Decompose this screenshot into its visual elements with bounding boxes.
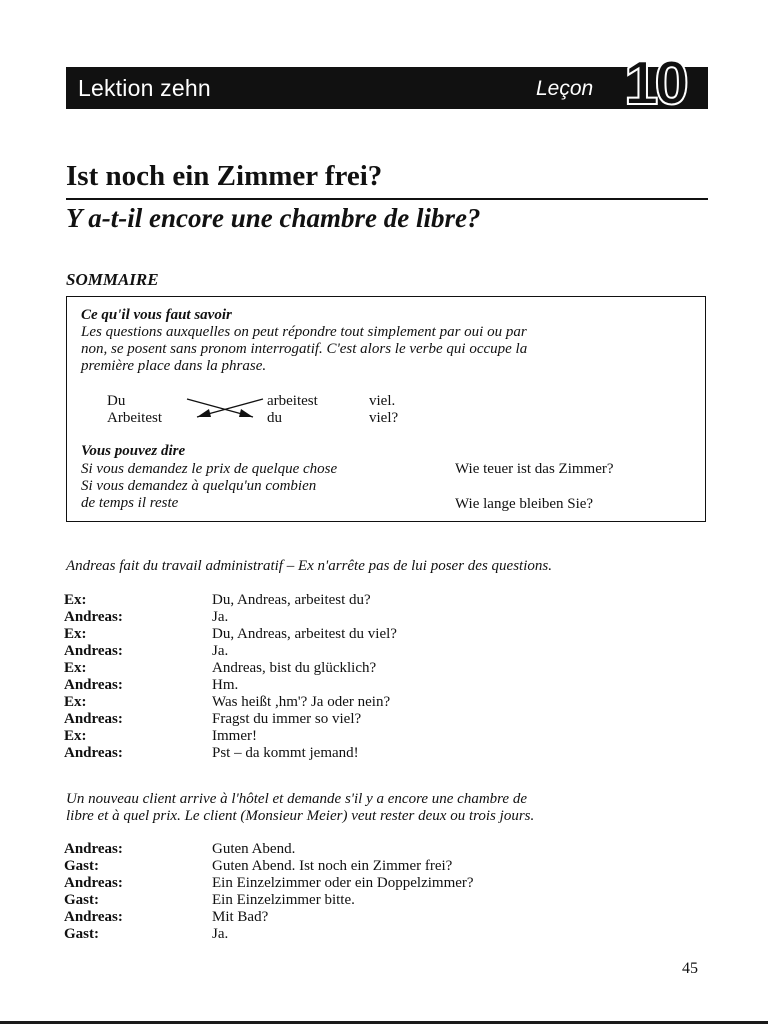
diagram-word-du-q: du	[267, 410, 282, 426]
lesson-number: 10	[624, 49, 685, 118]
header-german-label: Lektion zehn	[78, 75, 211, 101]
speaker: Ex:	[64, 660, 87, 676]
speaker: Andreas:	[64, 841, 123, 857]
diagram-word-viel-q: viel?	[369, 410, 399, 426]
speaker: Andreas:	[64, 643, 123, 659]
dialog-line: Hm.	[212, 677, 239, 693]
example-fr-duration: Si vous demandez à quelqu'un combien	[81, 478, 317, 494]
dialog-line: Pst – da kommt jemand!	[212, 745, 359, 761]
speaker: Gast:	[64, 926, 99, 942]
lesson-header-bar	[66, 49, 708, 118]
speaker: Ex:	[64, 626, 87, 642]
dialog-line: Du, Andreas, arbeitest du?	[212, 592, 371, 608]
dialog-line: Fragst du immer so viel?	[212, 711, 362, 727]
diagram-word-viel: viel.	[369, 393, 396, 409]
example-de-price: Wie teuer ist das Zimmer?	[455, 461, 614, 477]
dialog-line: Du, Andreas, arbeitest du viel?	[212, 626, 397, 642]
dialog-line: Guten Abend.	[212, 841, 296, 857]
page-title-german: Ist noch ein Zimmer frei?	[66, 160, 383, 192]
header-french-label: Leçon	[536, 77, 594, 100]
dialog-line: Ein Einzelzimmer oder ein Doppelzimmer?	[212, 875, 474, 891]
narrative-intro-1: Andreas fait du travail administratif – Ex n'arrête pas de lui poser des questions.	[66, 558, 552, 574]
diagram-word-arbeitest: arbeitest	[267, 393, 318, 409]
summary-subhead-know: Ce qu'il vous faut savoir	[81, 307, 232, 323]
dialog-line: Mit Bad?	[212, 909, 269, 925]
title-divider	[66, 198, 708, 200]
section-heading-sommaire: SOMMAIRE	[66, 270, 159, 289]
summary-text-line: non, se posent sans pronom interrogatif. C'est alors le verbe qui occupe la	[81, 341, 528, 357]
dialog-line: Immer!	[212, 728, 257, 744]
speaker: Andreas:	[64, 711, 123, 727]
example-de-duration: Wie lange bleiben Sie?	[455, 496, 594, 512]
summary-text-line: première place dans la phrase.	[81, 358, 267, 374]
dialog-line: Guten Abend. Ist noch ein Zimmer frei?	[212, 858, 453, 874]
speaker: Ex:	[64, 728, 87, 744]
narrative-intro-2-line: Un nouveau client arrive à l'hôtel et demande s'il y a encore une chambre de	[66, 791, 528, 807]
speaker: Andreas:	[64, 745, 123, 761]
speaker: Andreas:	[64, 875, 123, 891]
page-number: 45	[682, 960, 698, 977]
speaker: Andreas:	[64, 609, 123, 625]
dialog-line: Ja.	[212, 643, 229, 659]
narrative-intro-2-line: libre et à quel prix. Le client (Monsieur Meier) veut rester deux ou trois jours.	[66, 808, 535, 824]
dialog-line: Was heißt ,hm'? Ja oder nein?	[212, 694, 391, 710]
example-fr-price: Si vous demandez le prix de quelque chose	[81, 461, 338, 477]
speaker: Gast:	[64, 858, 99, 874]
summary-text-line: Les questions auxquelles on peut répondre tout simplement par oui ou par	[81, 324, 527, 340]
diagram-word-arbeitest-q: Arbeitest	[107, 410, 162, 426]
dialog-line: Ja.	[212, 609, 229, 625]
example-fr-duration: de temps il reste	[81, 495, 179, 511]
word-swap-arrows-icon	[185, 395, 265, 421]
speaker: Andreas:	[64, 909, 123, 925]
summary-box	[66, 296, 706, 522]
dialog-line: Ja.	[212, 926, 229, 942]
speaker: Gast:	[64, 892, 99, 908]
page-title-french: Y a-t-il encore une chambre de libre?	[66, 203, 481, 233]
speaker: Ex:	[64, 592, 87, 608]
dialog-line: Ein Einzelzimmer bitte.	[212, 892, 355, 908]
speaker: Andreas:	[64, 677, 123, 693]
dialog-line: Andreas, bist du glücklich?	[212, 660, 377, 676]
diagram-word-du: Du	[107, 393, 126, 409]
summary-subhead-say: Vous pouvez dire	[81, 443, 186, 459]
speaker: Ex:	[64, 694, 87, 710]
